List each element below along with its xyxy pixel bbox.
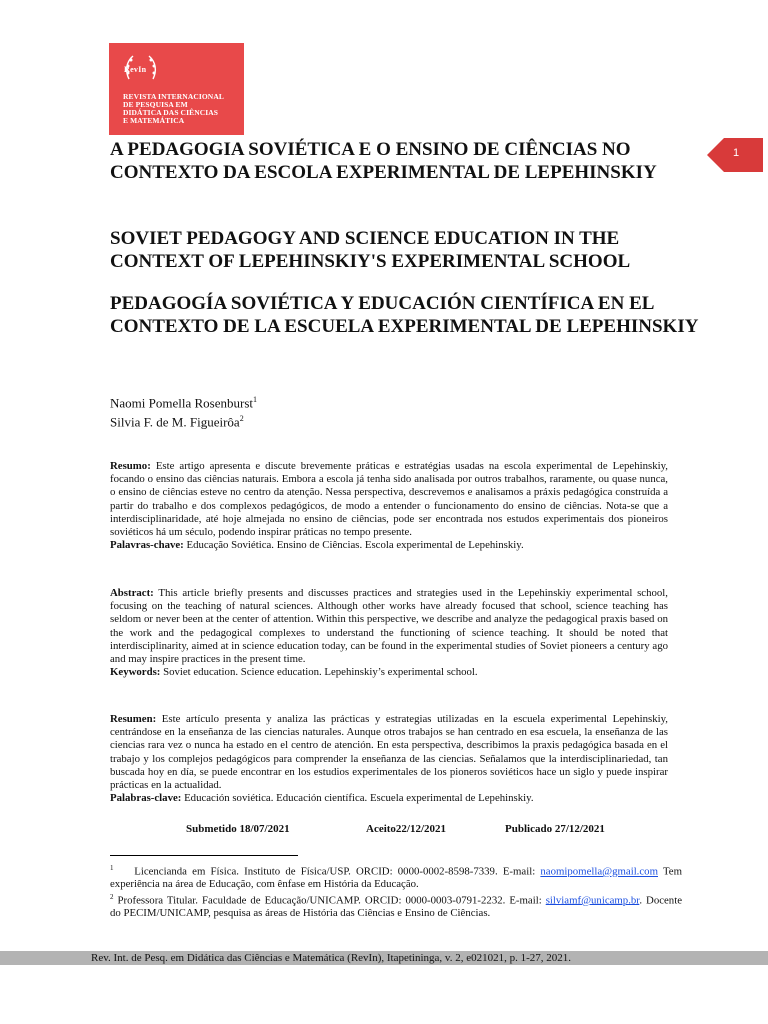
abstract-text: This article briefly presents and discusses practices and strategies used in the Lepehinskiy experimental school, focusing on the teaching of natural sciences. Although other works have already focused that school, science teaching has seldom or never been at the center of attention. Within this perspective, we describe and analyze the pedagogical praxis based on the work and the pedagogical complexes to understand the functioning of science teaching. It should be noted that interdisciplinarity, aimed at in science education today, can be found in the experimental studies of Soviet pioneers a century ago and may inspire practices in the present time. [110, 587, 668, 666]
keywords-text: Educação Soviética. Ensino de Ciências. Escola experimental de Lepehinskiy. [186, 539, 524, 552]
submitted-date: Submetido 18/07/2021 [186, 823, 290, 835]
abstract-portuguese [110, 460, 668, 552]
abstract-spanish [110, 713, 668, 805]
footnote-mark: 1 [110, 864, 114, 872]
title-spanish: PEDAGOGÍA SOVIÉTICA Y EDUCACIÓN CIENTÍFICA EN EL CONTEXTO DE LA ESCUELA EXPERIMENTAL DE LEPEHINSKIY [110, 293, 699, 337]
email-link[interactable]: silviamf@unicamp.br [545, 894, 640, 907]
author [110, 411, 257, 430]
footnote-mark: 2 [239, 414, 244, 424]
logo-line: REVISTA INTERNACIONAL [123, 92, 224, 101]
footnote-text: Licencianda em Física. Instituto de Física/USP. ORCID: 0000-0002-8598-7339. E-mail: [134, 865, 541, 878]
page-footer [0, 951, 768, 965]
author-list [110, 392, 257, 431]
abstract-label: Resumo: [110, 460, 151, 472]
accepted-date: Aceito22/12/2021 [366, 823, 447, 835]
email-link[interactable]: naomipomella@gmail.com [540, 865, 658, 878]
author-name: Naomi Pomella Rosenburst [110, 395, 253, 411]
author [110, 392, 257, 411]
abstract-label: Abstract: [110, 587, 154, 599]
keywords-label: Palabras-clave: [110, 792, 182, 805]
page-number: 1 [733, 147, 740, 159]
logo-journal-name [123, 93, 243, 125]
keywords-label: Palavras-chave: [110, 539, 184, 552]
keywords-text: Educación soviética. Educación científica. Escuela experimental de Lepehinskiy. [184, 792, 534, 805]
footnote-divider [110, 855, 298, 856]
page-number-tab [707, 138, 763, 172]
footnote [110, 862, 682, 891]
footnote-mark: 1 [253, 395, 257, 404]
keywords-text: Soviet education. Science education. Lepehinskiy’s experimental school. [163, 666, 478, 679]
title-portuguese: A PEDAGOGIA SOVIÉTICA E O ENSINO DE CIÊNCIAS NO CONTEXTO DA ESCOLA EXPERIMENTAL DE LEPEHINSKIY [110, 139, 657, 183]
abstract-label: Resumen: [110, 713, 157, 725]
title-english: SOVIET PEDAGOGY AND SCIENCE EDUCATION IN THE CONTEXT OF LEPEHINSKIY'S EXPERIMENTAL SCHOOL [110, 228, 631, 272]
logo-line: DIDÁTICA DAS CIÊNCIAS [123, 108, 219, 117]
logo-emblem-text: RevIn [124, 65, 147, 74]
abstract-text: Este artigo apresenta e discute brevemente práticas e estratégias usadas na escola experimental de Lepehinskiy, focando o ensino das ciências naturais. Embora a escola já tenha sido analisada por outros trabalhos, raramente, ou quase nunca, o ensino de ciências esteve no centro da atenção. Nessa perspectiva, descrevemos e analisamos a práxis pedagógica construída a partir do trabalho e dos complexos pedagógicos, de modo a entender o funcionamento do ensino de ciências. Nota-se que a interdisciplinaridade, até hoje almejada no ensino de ciências, pode ser encontrada nos estudos experimentais dos pioneiros soviéticos há um século, podendo inspirar práticas no tempo presente. [110, 460, 668, 539]
footnotes [110, 862, 682, 919]
author-name: Silvia F. de M. Figueirôa [110, 414, 240, 430]
footnote-text: Tem experiência na área de Educação, com ênfase em História da Educação. [110, 865, 682, 891]
logo-line: DE PESQUISA EM [123, 100, 188, 109]
abstract-english [110, 587, 668, 679]
footnote-text: . Docente do PECIM/UNICAMP, pesquisa as áreas de História das Ciências e Ensino de Ciências. [110, 894, 682, 919]
logo-line: E MATEMÁTICA [123, 116, 185, 125]
journal-citation: Rev. Int. de Pesq. em Didática das Ciências e Matemática (RevIn), Itapetininga, v. 2, e021021, p. 1-27, 2021. [91, 952, 571, 964]
footnote-text: Professora Titular. Faculdade de Educação/UNICAMP. ORCID: 0000-0003-0791-2232. E-mail: [117, 894, 546, 907]
footnote-mark: 2 [110, 892, 114, 901]
journal-logo [109, 43, 244, 135]
published-date: Publicado 27/12/2021 [505, 823, 605, 835]
keywords-label: Keywords: [110, 666, 161, 679]
abstract-text: Este artículo presenta y analiza las prácticas y estrategias utilizadas en la escuela experimental Lepehinskiy, centrándose en la enseñanza de las ciencias naturales. Aunque otros trabajos se han centrado en esa escuela, la enseñanza de las ciencias rara vez o nunca ha estado en el centro de atención. En esta perspectiva, describimos la praxis pedagógica basada en el trabajo y los complejos pedagógicos para comprender la enseñanza de las ciencias. Señalamos que la interdisciplinariedad, tan buscada hoy en día, se puede encontrar en los estudios experimentales de los pioneros soviéticos hace un siglo y puede inspirar prácticas en la actualidad. [110, 713, 668, 792]
footnote [110, 891, 682, 920]
